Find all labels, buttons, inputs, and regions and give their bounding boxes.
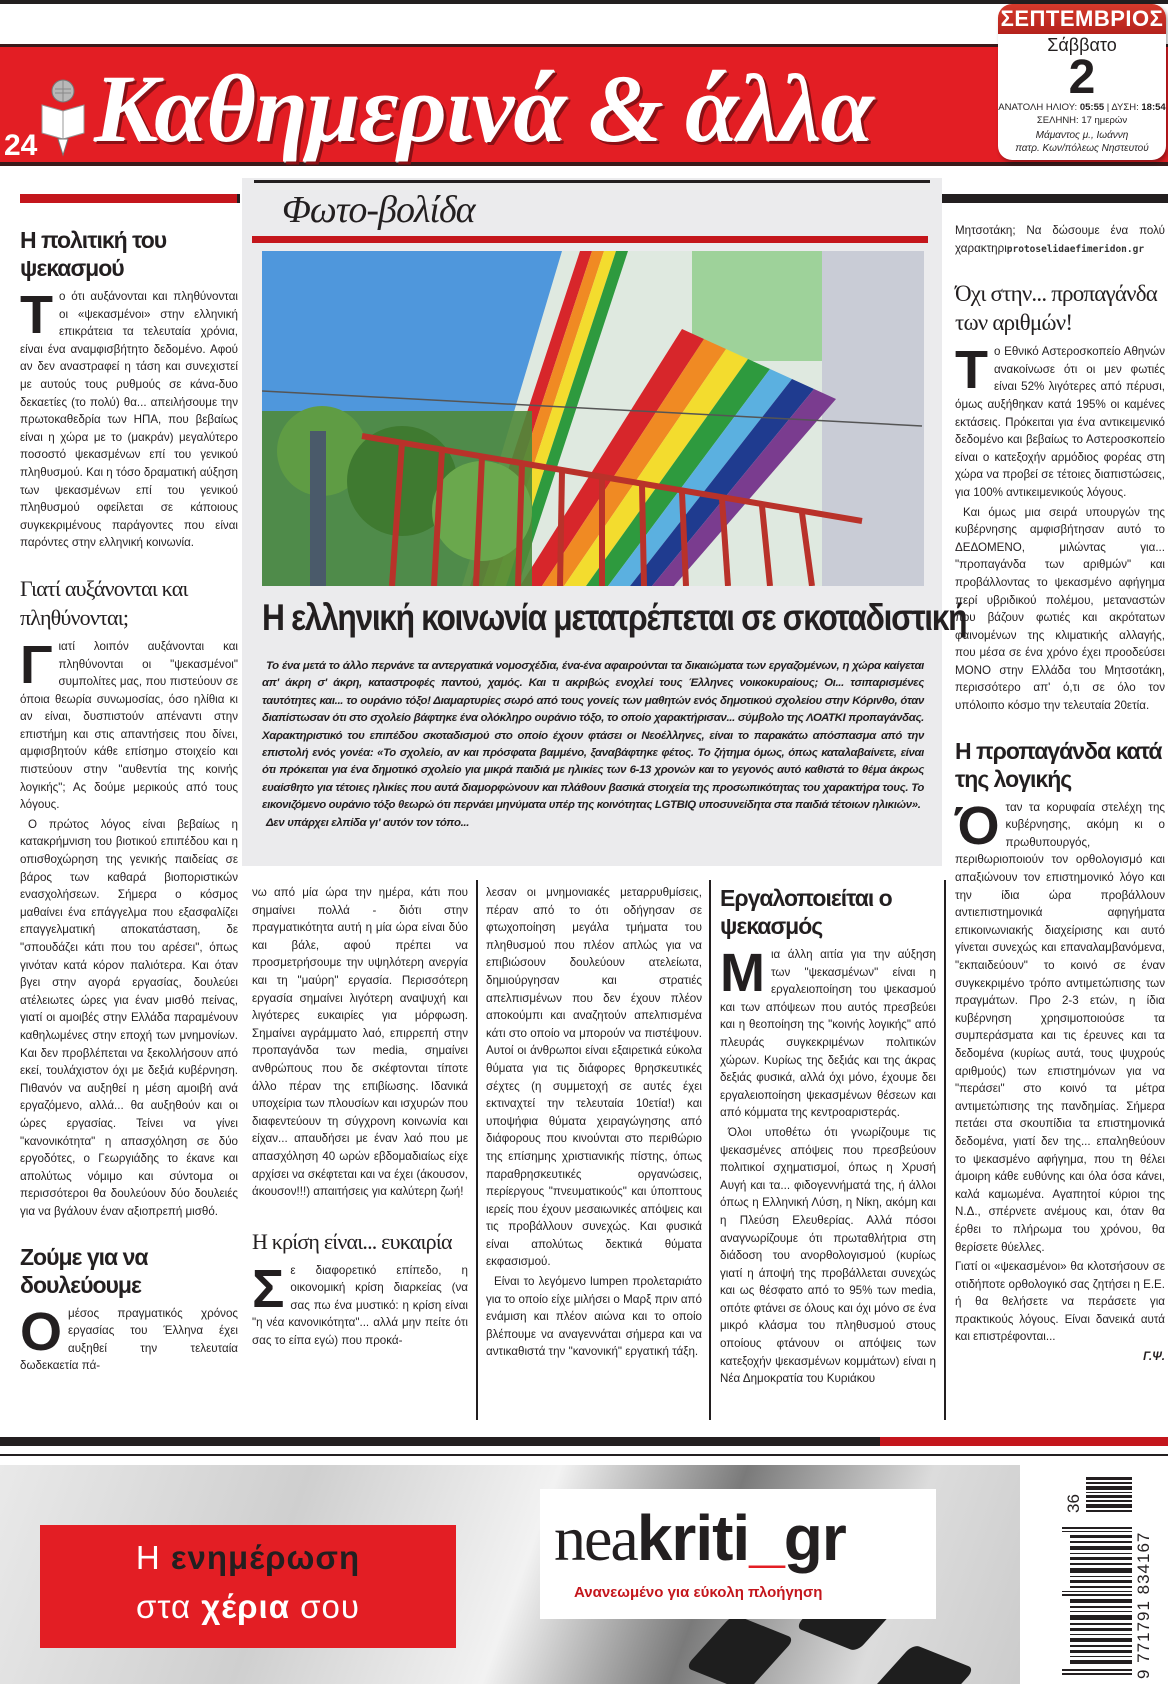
feature-red-rule [252,236,928,243]
article-heading: Ζούμε για να δουλεύουμε [20,1243,148,1298]
article-paragraph [955,795,1165,1256]
slogan-word: Η [135,1539,161,1576]
feature-top-rule [254,180,930,183]
sunrise-label: ΑΝΑΤΟΛΗ ΗΛΙΟΥ: [998,102,1078,113]
column-separator [709,880,711,1420]
name-days-line-2: πατρ. Κων/πόλεως Νηστευτού [1015,143,1149,154]
name-days-line-1: Μάμαντος μ., Ιωάννη [1035,130,1129,141]
lead-text [955,222,1165,257]
article-heading: Η προπαγάνδα κατά της λογικής [955,737,1162,792]
top-rule [0,0,1168,4]
date-month: ΣΕΠΤΕΜΒΡΙΟΣ [998,4,1166,34]
slogan-word-bold: χέρια [201,1588,290,1625]
dropcap: Ό [955,795,1000,856]
dropcap: Τ [20,285,53,345]
page-number: 24 [4,129,38,162]
article-heading: Γιατί αυξάνονται και πληθύνονται; [20,575,188,630]
date-day-number: 2 [1068,51,1096,104]
article-paragraph [955,340,1165,501]
sunset-time: 18:54 [1141,102,1166,113]
watermark: protoselidaefimeridon.gr [1006,243,1145,255]
paragraph-text: ταν τα κορυφαία στελέχη της κυβέρνησης, ακόμη κι ο πρωθυπουργός, περιθωριοποιούν τον ορθολογισμό και απαξιώνουν τον επιστημονικό λόγο και την ίδια ώρα προβάλλουν αντιεπιστημονικά αφηγήματα επικοινωνιακής διαχείρισης και αυτό γίνεται συνεχώς και επαναλαμβανόμενα, "εκπαιδεύουν" το κοινό σε έναν συγκεκριμένο τρόπο αντιμετώπισης των πραγμάτων. Προ 2-3 ετών, η ίδια κυβέρνηση χρησιμοποιούσε τα συμπεράσματα και τις έρευνες και τα δεδομένα (κυρίως αυτά, τους ψυχρούς αριθμούς) των επιστημόνων για να "περάσει" στο κοινό τα μέτρα αντιμετώπισης της πανδημίας. Σήμερα πετάει στα σκουπίδια τα επιστημονικά δεδομένα, γιατί δεν της... επαληθεύουν το ψεκασμένο αφήγημα, που τη θέλει άμοιρη κάθε ευθύνης και όλα όσα κάνει, καλά καμωμένα. Αγαπητοί κύριοι της Ν.Δ., σπέρνετε ανέμους και, όταν θα έρθει το πλήρωμα του χρόνου, θα θερίσετε θύελλες. [955,800,1165,1254]
article-heading: Όχι στην... προπαγάνδα των αριθμών! [955,281,1157,336]
article-paragraph: νω από μία ώρα την ημέρα, κάτι που σημαίνει πολλά - διότι στην πραγματικότητα αυτή η μία ώρα είναι δύο και βάλε, αφού πρέπει να προσμετρήσουμε την υψηλότερη ανεργία και τη "μαύρη" εργασία. Περισσότερη εργασία σημαίνει λιγότερη αναψυχή και λιγότερες ευκαιρίες για μόρφωση. Σημαίνει αγράμματο λαό, επιρρεπή στην προπαγάνδα των media, σημαίνει ανθρώπους που δε σκέφτονται τίποτε άλλο πέραν της επιβίωσης. Ιδανικά υποχείρια των πλουσίων και ισχυρών που διαφεντεύουν τη σύγχρονη κοινωνία και είχαν... απαυδήσει με έναν λαό που με απασχόληση 40 ωρών εβδομαδιαίως είχε αρχίσει να σκέφτεται και να έχει (άκουσον, άκουσον!!!) απαιτήσεις για καλύτερη ζωή! [252,886,468,1199]
article-heading: Η κρίση είναι... ευκαιρία [252,1228,452,1254]
sun-times [998,102,1166,113]
rainbow-building-image [262,251,924,586]
ad-brand-box [540,1489,936,1619]
left-column [20,226,238,1377]
brand-underscore: _ [749,1502,784,1574]
paragraph-text: ο ότι αυξάνονται και πληθύνονται οι «ψεκασμένοι» στην ελληνική επικράτεια τα τελευταία χρόνια, είναι ένα αναμφισβήτητο δεδομένο. Αφού αν δεν αναστραφεί η τάση και συνεχιστεί με αυτούς τους ρυθμούς σε κάνα-δυο δεκαετίες (το πολύ) θα... απειλήσουμε την πρωτοκαθεδρία των ΗΠΑ, που βεβαίως είναι η χώρα με το (μακράν) μεγαλύτερο ποσοστό ψεκασμένων επί του γενικού πληθυσμού. Και η τόσο δραματική αύξηση των ψεκασμένων επί του γενικού πληθυσμού οφείλεται σε κάποιους συγκεκριμένους παράγοντες που είναι παρόντες στην ελληνική κοινωνία. [20,290,238,550]
article-paragraph: Είναι το λεγόμενο lumpen προλεταριάτο για το οποίο είχε μιλήσει ο Μαρξ πριν από ενάμιση και πλέον αιώνα και το οποίο βλέπουμε να αναγεννάται σήμερα και να αντικαθιστά την "κανονική" εργατική τάξη. [486,1275,702,1359]
barcode-area [1020,1465,1168,1684]
issue-barcode-icon [1086,1477,1132,1515]
article-paragraph [20,285,238,552]
article-paragraph [20,1301,238,1375]
bottom-thin-rule [0,1454,1168,1456]
reader-globe-pen-icon [38,77,88,157]
photo-feature-box [242,178,967,866]
brand-light: nea [554,1503,637,1574]
column-2 [252,884,468,1352]
dropcap: Τ [955,340,988,401]
paragraph-text: ο Εθνικό Αστεροσκοπείο Αθηνών ανακοίνωσε ότι οι μεν φωτιές είναι 52% λιγότερες από πέρυσι, όμως αυξήθηκαν κατά 195% οι καμένες εκτάσεις. Πρόκειται για ένα αντικειμενικό δεδομένο και βεβαίως το Αστεροσκοπείο είναι ο κατεξοχήν αρμόδιος φορέας στη χώρα να προβεί σε τέτοιες διαπιστώσεις, για 100% αντικειμενικούς λόγους. [955,345,1165,499]
feature-label: Φωτο-βολίδα [282,189,475,231]
article-paragraph: λεσαν οι μνημονιακές μεταρρυθμίσεις, πέραν από το ότι οδήγησαν σε φτωχοποίηση μεγάλα τμήματα του πληθυσμού που πλέον απλώς για να επιβιώσουν δουλεύουν ατελείωτα, δημιούργησαν και στρατιές απελπισμένων που δεν έχουν πλέον αποκούμπι και αναζητούν απελπισμένα κάτι στο οποίο να μπορούν να πιστέψουν. Αυτοί οι άνθρωποι είναι εξαιρετικά εύκολα θύματα για τις διάφορες θρησκευτικές σέχτες (η συμμετοχή σε αυτές έχει εκτιναχτεί την τελευταία 10ετία!) και υποψήφια θύματα χειραγώγησης από διάφορους που κινούνται στο περιθώριο της επίσημης χριστιανικής πίστης, όπως παραθρησκευτικές οργανώσεις, περίεργους "πνευματικούς" και ύποπτους ιερείς που έχουν μεσαιωνικές απόψεις και τις προβάλλουν συνεχώς. Και φυσικά είναι απολύτως δεκτικά θύματα εκφασισμού. [486,886,702,1269]
slogan-word: σου [300,1588,360,1625]
ean-barcode-icon [1062,1527,1132,1677]
ad-slogan-line-2 [40,1583,456,1631]
feature-body [262,658,924,832]
section-title: Καθημερινά & άλλα [94,55,873,162]
neakriti-advertisement[interactable] [0,1465,1168,1684]
feature-photo [262,251,924,586]
masthead [0,44,1168,166]
article-heading: Η πολιτική του ψεκασμού [20,227,167,281]
feature-paragraph: Δεν υπάρχει ελπίδα γι' αυτόν τον τόπο... [266,816,470,829]
ad-slogan-line-1 [40,1533,456,1583]
article-heading: Εργαλοποιείται ο ψεκασμός [720,885,892,939]
ad-slogan-box [40,1525,456,1648]
paragraph-text: ε διαφορετικό επίπεδο, η οικονομική κρίση διαρκείας (να σας πω ένα μυστικό: η κρίση είναι "η νέα κανονικότητα"... αλλά μην πείτε ότι σας το είπα εγώ) που προκά- [252,1263,468,1348]
dropcap: Μ [720,943,765,1003]
sunrise-time: 05:55 [1079,102,1105,113]
date-weekday: Σάββατο [1047,35,1117,55]
issue-number: 36 [1064,1494,1083,1513]
right-black-rule [942,194,1168,203]
feature-paragraph: Το ένα μετά το άλλο περνάνε τα αντεργατικά νομοσχέδια, ένα-ένα αφαιρούνται τα δικαιώματα των εργαζομένων, η χώρα καίγεται απ' άκρη σ' άκρη, καταστροφές παντού, χαμός. Και τι ακριβώς ενοχλεί τους Έλληνες νοικοκυραίους; Οι... τσιπαρισμένες ταυτότητες και... το ουράνιο τόξο! Διαμαρτυρίες σωρό από τους γονείς των μαθητών ενός δημοτικού σχολείου στην Κόρινθο, όταν διαπίστωσαν ότι στο σχολείο βάφτηκε ένα ολόκληρο ουράνιο τόξο, το οποίο χαρακτήρισαν... σύμβολο της ΛΟΑΤΚΙ προπαγάνδας. Χαρακτηριστικό του επιπέδου σκοταδισμού στο οποίο έχουν φτάσει οι Νεοέλληνες, είναι το παρακάτω απόσπασμα από την επιστολή ενός γονέα: «Το σχολείο, αν και πρόσφατα βαμμένο, ξαναβάφτηκε φέτος. Το ζήτημα όμως, όπως καταλαβαίνετε, είναι ότι πρόκειται για ένα δημοτικό σχολείο για μικρά παιδιά με ηλικίες των 6-13 χρονών και το γεγονός αυτό καθιστά το θέμα άκρως ευαίσθητο για τέτοιες ηλικίες που αυτά διαμορφώνουν και πλάθουν βασικά στοιχεία της προσωπικότητας του χαρακτήρα τους. Το εικονιζόμενο ουράνιο τόξο θεωρώ ότι περνάει μηνύματα υπέρ της κοινότητας LGTBIQ υποσυνείδητα στα παιδιά τέτοιων ηλικιών». [262,660,924,812]
ad-tagline: Ανανεωμένο για εύκολη πλοήγηση [574,1584,823,1601]
barcode-number: 9 771791 834167 [1134,1531,1153,1679]
column-separator [476,880,478,1420]
article-paragraph [720,943,936,1122]
dropcap: Σ [252,1258,285,1319]
date-box [998,4,1166,160]
slogan-word-bold: ενημέρωση [170,1539,361,1576]
paragraph-text: μέσος πραγματικός χρόνος εργασίας του Έλληνα έχει αυξηθεί την τελευταία δωδεκαετία πά- [20,1306,238,1373]
sunset-label: | ΔΥΣΗ: [1106,102,1139,113]
article-paragraph [20,634,238,814]
right-column [955,222,1165,1368]
brand-logo [554,1503,846,1574]
slogan-word: στα [136,1588,192,1625]
dropcap: Γ [20,634,53,695]
left-red-rule [20,194,240,203]
paragraph-text: ια άλλη αιτία για την αύξηση των "ψεκασμένων" είναι η εργαλειοποίηση του ψεκασμού και των απόψεων που αυτός πρεσβεύει και η θεοποίηση της "κοινής λογικής" από πλευράς συγκεκριμένων πολιτικών χώρων. Κυρίως της δεξιάς και της άκρας δεξιάς φυσικά, αλλά όχι μόνο, έχουμε δει εργαλειοποίηση ψεκασμένων θέσεων και από κόμματα της κεντροαριστεράς. [720,948,936,1120]
feature-headline: Η ελληνική κοινωνία μετατρέπεται σε σκοταδιστική [262,597,967,638]
bottom-red-rule [880,1437,1168,1446]
article-paragraph: Ο πρώτος λόγος είναι βεβαίως η κατακρήμνιση του βιοτικού επιπέδου και η οπισθοχώρηση της γενικής παιδείας σε βάρος των καθαρά βιοποριστικών ενασχολήσεων. Σήμερα ο κόσμος μαθαίνει ένα επάγγελμα που εξασφαλίζει επαγγελματική αποκατάσταση, δε "σπουδάζει κάτι που του αρέσει", όπως γινόταν κατά κόρον παλιότερα. Και όταν βγει στην αγορά εργασίας, δουλεύει ατέλειωτες ώρες για έναν μισθό πείνας, γιατί οι αμοιβές στην Ελλάδα παραμένουν καθηλωμένες στην εποχή των μνημονίων. Και δεν προβλέπεται να ξεκολλήσουν από εκεί, τουλάχιστον όχι με δεξιά κυβέρνηση. Πιθανόν να αυξηθεί η μέση αμοιβή ανά εργαζόμενο, αλλά... θα αυξηθούν και οι ώρες εργασίας. Τείνει να γίνει "κανονικότητα" η απασχόληση σε δύο εργοδότες, ο Γεωργιάδης το έκανε και απολύτως νόμιμο και σύντομα οι περισσότεροι θα δουλεύουν δύο δουλειές για να βγάλουν έναν αξιοπρεπή μισθό. [20,817,238,1218]
column-4 [720,884,936,1390]
lead-text-content: Μητσοτάκη; Να δώσουμε ένα πολύ χαρακτηρι [955,224,1165,255]
brand-bold: kriti [636,1502,750,1574]
article-paragraph: Και όμως μια σειρά υπουργών της κυβέρνησης αμφισβήτησαν αυτό το ΔΕΔΟΜΕΝΟ, μιλώντας για... "προπαγάνδα των αριθμών" και προβάλλοντας το ψεκασμένο αφήγημα περί υβριδικού πολέμου, μεταναστών που βάζουν φωτιές και ακρότατων φαινομένων της κλιματικής αλλαγής, που μέσα σε ένα χρόνο έχει προοδεύσει ΜΟΝΟ στην Ελλάδα του Μητσοτάκη, περισσότερο απ' ό,τι σε όλο τον υπόλοιπο κόσμο την τελευταία 20ετία. [955,505,1165,713]
article-paragraph [252,1258,468,1350]
name-days [998,129,1166,155]
author-signature: Γ.Ψ. [1143,1350,1165,1364]
article-paragraph: Γιατί οι «ψεκασμένοι» θα κλοτσήσουν σε οτιδήποτε ορθολογικό σας ζητήσει η Ε.Ε. ή θα θελήσετε να περάσετε για πρακτικούς λόγους. Είναι δανεικά αυτά και επιστρέφονται... [955,1260,1165,1344]
article-paragraph: Όλοι υποθέτω ότι γνωρίζουμε τις ψεκασμένες απόψεις που πρεσβεύουν πολιτικοί σχηματισμοί, όπως η Χρυσή Αυγή και τα... φιδογεννήματά της, ή άλλοι όπως η Ελληνική Λύση, η Νίκη, ακόμη και η Πλεύση Ελευθερίας. Αλλά πόσοι αναγνωρίζουμε ότι πρωταθλήτρια στη διάδοση του ανορθολογισμού (κυρίως γιατί η άποψή της προβάλλεται συνεχώς και ως θέσφατο από το 95% των media, οπότε φτάνει σε όλους και όχι μόνο σε ένα μικρό κλάσμα του πληθυσμού στους οποίους φτάνουν οι απόψεις των κατεξοχήν ψεκασμένων κομμάτων) είναι η Νέα Δημοκρατία του Κυριάκου [720,1125,936,1386]
moon-age: ΣΕΛΗΝΗ: 17 ημερών [1036,115,1128,126]
column-separator [944,880,946,1420]
brand-tail: gr [783,1502,846,1574]
column-3 [486,884,702,1363]
paragraph-text: ιατί λοιπόν αυξάνονται και πληθύνονται οι "ψεκασμένοι" συμπολίτες μας, που πιστεύουν σε όποια θεωρία συνωμοσίας, όσο ηλίθια κι αν είναι, δυσπιστούν απέναντι στην επιστήμη και στις απαντήσεις που δίνει, αμφισβητούν κάθε επίσημο στοιχείο και πιστεύουν στην "αυθεντία της κοινής λογικής"; Ας δούμε μερικούς από τους λόγους. [20,639,238,812]
dropcap: Ο [20,1301,63,1362]
